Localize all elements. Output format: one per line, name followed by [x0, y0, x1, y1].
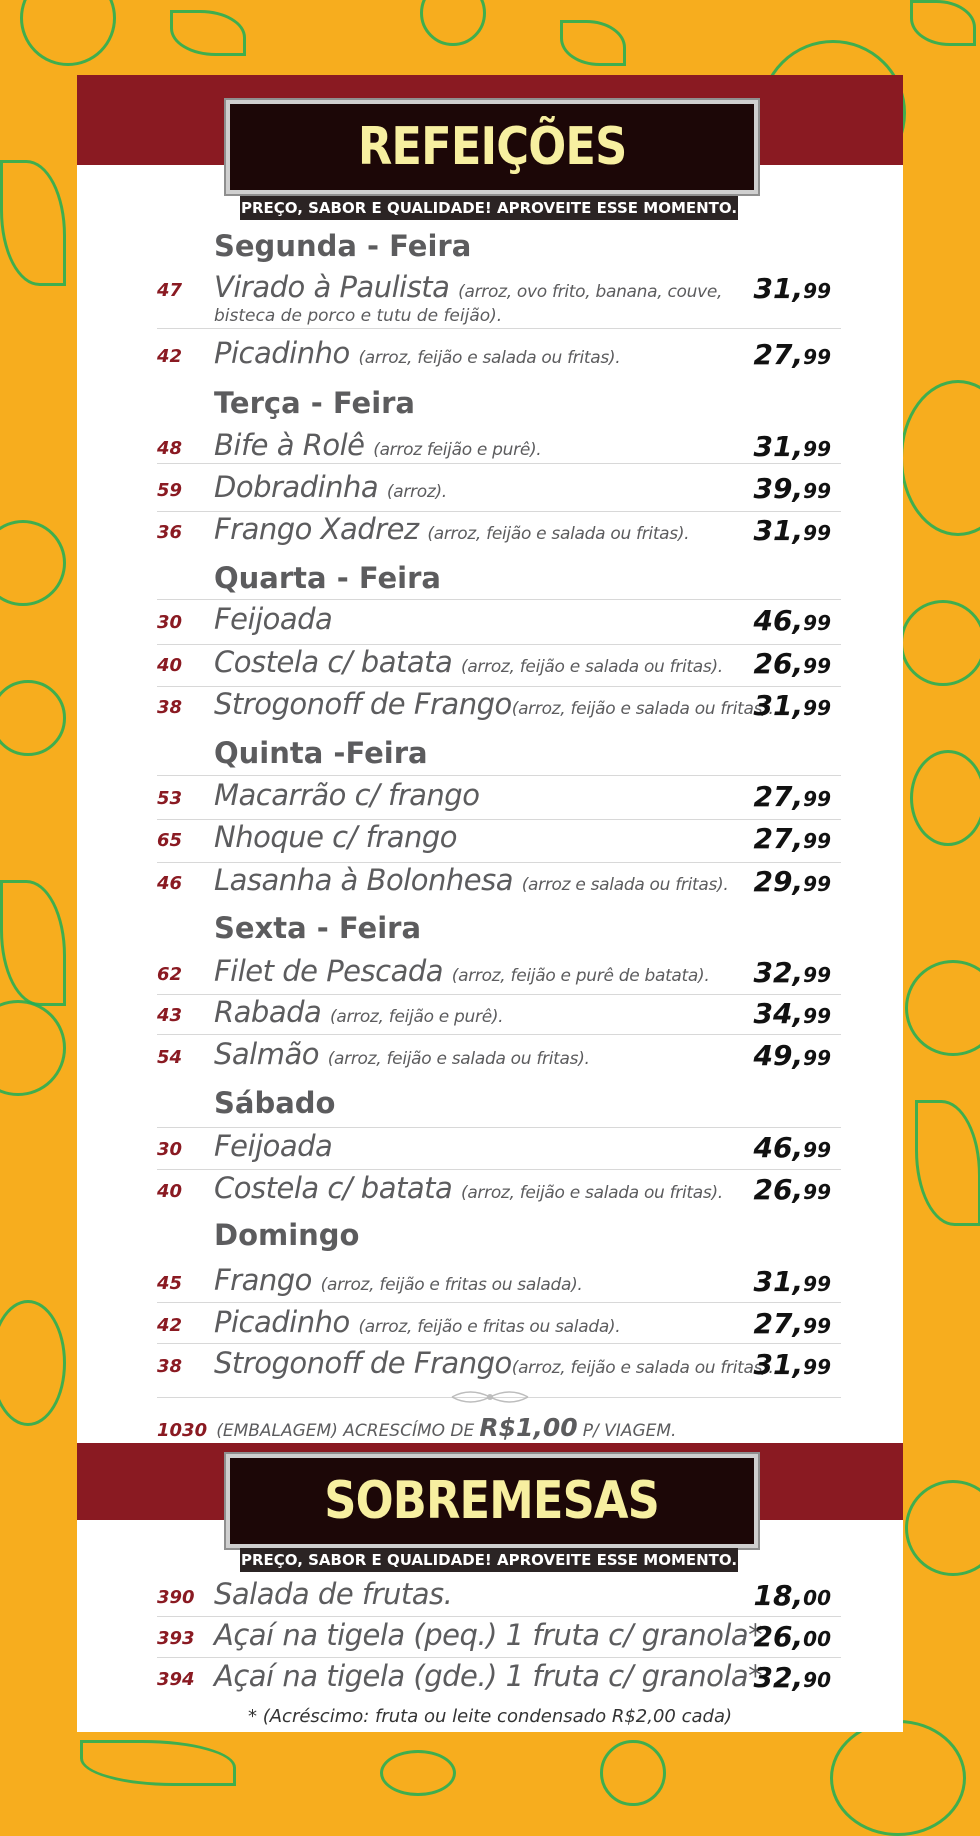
menu-item: [157, 1171, 841, 1211]
day-heading-segunda: Segunda - Feira: [214, 229, 472, 263]
price-int: 27,: [753, 1307, 804, 1340]
price-cents: 99: [803, 1004, 831, 1028]
price-int: 46,: [753, 604, 804, 637]
price-int: 31,: [753, 514, 804, 547]
price-int: 26,: [753, 1620, 804, 1653]
item-name: [214, 336, 620, 370]
item-price: [754, 338, 831, 371]
price-cents: 99: [803, 696, 831, 720]
price-int: 26,: [753, 1173, 804, 1206]
menu-item: [157, 687, 841, 727]
price-cents: 99: [803, 1314, 831, 1338]
price-cents: 99: [803, 437, 831, 461]
item-desc: (arroz e salada ou fritas).: [521, 875, 729, 895]
item-name-text: Frango Xadrez: [214, 512, 419, 546]
item-name: [214, 645, 723, 679]
dessert-item: [157, 1618, 841, 1658]
price-cents: 99: [803, 521, 831, 545]
item-desc-line2: bisteca de porco e tutu de feijão).: [214, 306, 503, 326]
menu-item: [157, 1346, 841, 1386]
refeicoes-title-box: [226, 100, 758, 194]
separator: [157, 1657, 841, 1658]
item-price: [754, 780, 831, 813]
item-desc: (arroz, feijão e salada ou fritas).: [427, 524, 690, 544]
item-code: 40: [157, 655, 183, 676]
item-code: 38: [157, 1356, 183, 1377]
item-code: 30: [157, 1139, 183, 1160]
item-code: 46: [157, 873, 183, 894]
item-price: [754, 472, 831, 505]
day-heading-sexta: Sexta - Feira: [214, 911, 422, 945]
item-name-text: Virado à Paulista: [214, 270, 450, 304]
item-code: 43: [157, 1005, 183, 1026]
price-int: 31,: [753, 689, 804, 722]
item-name-text: Dobradinha: [214, 470, 379, 504]
item-price: [754, 1307, 831, 1340]
item-code: 65: [157, 830, 183, 851]
item-code: 54: [157, 1047, 183, 1068]
price-cents: 99: [803, 345, 831, 369]
item-name-text: Bife à Rolê: [214, 428, 365, 462]
item-desc: (arroz, feijão e salada ou fritas).: [511, 1358, 774, 1378]
item-code: 42: [157, 346, 183, 367]
packaging-text-before: (EMBALAGEM) ACRESCÍMO DE: [216, 1421, 475, 1441]
day-heading-domingo: Domingo: [214, 1218, 360, 1252]
item-price: [754, 272, 831, 305]
item-code: 59: [157, 480, 183, 501]
menu-item: [157, 1263, 841, 1303]
item-name: [214, 470, 447, 504]
menu-item: [157, 1305, 841, 1345]
item-price: [754, 997, 831, 1030]
menu-item: [157, 778, 841, 818]
item-code: 42: [157, 1315, 183, 1336]
menu-item: [157, 645, 841, 685]
item-price: [754, 956, 831, 989]
separator: [157, 775, 841, 776]
item-price: [754, 514, 831, 547]
menu-item: [157, 1129, 841, 1169]
item-name-text: Frango: [214, 1263, 312, 1297]
item-desc: (arroz, ovo frito, banana, couve,: [458, 282, 723, 302]
price-int: 27,: [753, 338, 804, 371]
menu-item: [157, 428, 841, 468]
item-price: [754, 647, 831, 680]
item-name-text: Picadinho: [214, 336, 350, 370]
item-name-text: Lasanha à Bolonhesa: [214, 863, 513, 897]
item-desc: (arroz, feijão e salada ou fritas).: [460, 1183, 723, 1203]
price-cents: 99: [803, 787, 831, 811]
item-price: [754, 1265, 831, 1298]
menu-item: [157, 512, 841, 552]
menu-item: [157, 995, 841, 1035]
price-cents: 00: [803, 1586, 831, 1610]
menu-item: [157, 470, 841, 510]
day-heading-quinta: Quinta -Feira: [214, 736, 428, 770]
packaging-note: [157, 1413, 676, 1442]
menu-item: [157, 863, 841, 903]
separator: [157, 1034, 841, 1035]
item-code: 48: [157, 438, 183, 459]
item-name: [214, 820, 457, 854]
dessert-item: [157, 1577, 841, 1617]
item-name: [214, 1346, 774, 1380]
item-desc: (arroz, feijão e purê).: [330, 1007, 504, 1027]
item-price: [754, 689, 831, 722]
item-price: [754, 1620, 831, 1653]
separator: [157, 1127, 841, 1128]
item-code: 36: [157, 522, 183, 543]
item-name-text: Feijoada: [214, 1129, 333, 1163]
item-name-text: Costela c/ batata: [214, 1171, 453, 1205]
item-name: [214, 512, 689, 546]
item-name: [214, 1263, 583, 1297]
item-name: [214, 778, 479, 812]
price-cents: 99: [803, 654, 831, 678]
packaging-text-after: P/ VIAGEM.: [582, 1421, 677, 1441]
price-cents: 00: [803, 1627, 831, 1651]
price-cents: 99: [803, 829, 831, 853]
item-code: 30: [157, 612, 183, 633]
menu-item: [157, 954, 841, 994]
price-int: 26,: [753, 647, 804, 680]
price-int: 49,: [753, 1039, 804, 1072]
item-code: 393: [157, 1628, 195, 1649]
item-name: [214, 1305, 620, 1339]
ornament-divider-icon: [450, 1387, 530, 1407]
item-desc: (arroz, feijão e fritas ou salada).: [358, 1317, 621, 1337]
dessert-item: [157, 1659, 841, 1699]
price-int: 27,: [753, 822, 804, 855]
item-code: 47: [157, 280, 183, 301]
price-int: 31,: [753, 1265, 804, 1298]
price-int: 39,: [753, 472, 804, 505]
item-desc: (arroz, feijão e fritas ou salada).: [320, 1275, 583, 1295]
item-name-text: Strogonoff de Frango: [214, 1346, 512, 1380]
item-price: [754, 865, 831, 898]
item-code: 40: [157, 1181, 183, 1202]
price-cents: 99: [803, 279, 831, 303]
separator: [157, 599, 841, 600]
packaging-code: 1030: [157, 1420, 208, 1441]
price-int: 27,: [753, 780, 804, 813]
menu-item: [157, 602, 841, 642]
price-cents: 99: [803, 1180, 831, 1204]
item-price: [754, 1579, 831, 1612]
item-name-text: Filet de Pescada: [214, 954, 444, 988]
item-name: [214, 270, 722, 304]
item-desc: (arroz, feijão e salada ou fritas).: [327, 1049, 590, 1069]
refeicoes-tagline: PREÇO, SABOR E QUALIDADE! APROVEITE ESSE MOMENTO.: [240, 196, 738, 220]
sobremesas-title: SOBREMESAS: [324, 1471, 660, 1531]
item-price: [754, 1131, 831, 1164]
item-desc: (arroz, feijão e salada ou fritas).: [511, 699, 774, 719]
price-cents: 99: [803, 1046, 831, 1070]
price-int: 34,: [753, 997, 804, 1030]
item-name-text: Macarrão c/ frango: [214, 778, 480, 812]
separator: [157, 463, 841, 464]
item-name: Salada de frutas.: [214, 1577, 453, 1611]
item-code: 45: [157, 1273, 183, 1294]
item-price: [754, 1039, 831, 1072]
item-name-text: Picadinho: [214, 1305, 350, 1339]
day-heading-sabado: Sábado: [214, 1086, 336, 1120]
dessert-note: * (Acréscimo: fruta ou leite condensado R$2,00 cada): [247, 1706, 733, 1727]
item-price: [754, 604, 831, 637]
price-cents: 99: [803, 1355, 831, 1379]
price-int: 18,: [753, 1579, 804, 1612]
price-int: 46,: [753, 1131, 804, 1164]
menu-item: [157, 820, 841, 860]
item-desc: (arroz feijão e purê).: [373, 440, 542, 460]
menu-item: [157, 270, 841, 310]
item-code: 38: [157, 697, 183, 718]
item-name: Açaí na tigela (peq.) 1 fruta c/ granola*: [214, 1618, 763, 1652]
item-desc: (arroz, feijão e salada ou fritas).: [358, 348, 621, 368]
item-desc: (arroz, feijão e salada ou fritas).: [460, 657, 723, 677]
item-desc: (arroz).: [386, 482, 447, 502]
item-name: Açaí na tigela (gde.) 1 fruta c/ granola*: [214, 1659, 763, 1693]
price-int: 31,: [753, 272, 804, 305]
item-name: [214, 954, 709, 988]
day-heading-terca: Terça - Feira: [214, 386, 416, 420]
item-name: [214, 1171, 723, 1205]
separator: [157, 328, 841, 329]
item-price: [754, 822, 831, 855]
separator: [157, 1302, 841, 1303]
refeicoes-title: REFEIÇÕES: [357, 117, 627, 177]
item-price: [754, 430, 831, 463]
item-name: [214, 1037, 590, 1071]
item-code: 53: [157, 788, 183, 809]
item-name-text: Costela c/ batata: [214, 645, 453, 679]
separator: [157, 1343, 841, 1344]
item-name: [214, 863, 729, 897]
item-name: [214, 602, 332, 636]
item-name: [214, 995, 503, 1029]
price-cents: 99: [803, 872, 831, 896]
item-name-text: Nhoque c/ frango: [214, 820, 458, 854]
item-name: [214, 687, 774, 721]
day-heading-quarta: Quarta - Feira: [214, 561, 441, 595]
packaging-amount: R$1,00: [479, 1413, 578, 1442]
item-code: 62: [157, 964, 183, 985]
item-price: [754, 1661, 831, 1694]
item-code: 394: [157, 1669, 195, 1690]
item-name: [214, 428, 541, 462]
item-name-text: Feijoada: [214, 602, 333, 636]
item-name-text: Rabada: [214, 995, 322, 1029]
price-cents: 99: [803, 963, 831, 987]
price-int: 29,: [753, 865, 804, 898]
item-code: 390: [157, 1587, 195, 1608]
price-int: 31,: [753, 430, 804, 463]
menu-item: [157, 336, 841, 376]
separator: [157, 1616, 841, 1617]
sobremesas-tagline: PREÇO, SABOR E QUALIDADE! APROVEITE ESSE MOMENTO.: [240, 1548, 738, 1572]
price-cents: 99: [803, 1138, 831, 1162]
price-int: 32,: [753, 1661, 804, 1694]
price-cents: 99: [803, 611, 831, 635]
item-desc: (arroz, feijão e purê de batata).: [451, 966, 710, 986]
sobremesas-title-box: [226, 1454, 758, 1548]
item-price: [754, 1348, 831, 1381]
item-price: [754, 1173, 831, 1206]
price-int: 32,: [753, 956, 804, 989]
price-int: 31,: [753, 1348, 804, 1381]
item-name: [214, 1129, 332, 1163]
menu-item: [157, 1037, 841, 1077]
price-cents: 90: [803, 1668, 831, 1692]
price-cents: 99: [803, 479, 831, 503]
separator: [157, 1169, 841, 1170]
price-cents: 99: [803, 1272, 831, 1296]
item-name-text: Strogonoff de Frango: [214, 687, 512, 721]
item-name-text: Salmão: [214, 1037, 319, 1071]
